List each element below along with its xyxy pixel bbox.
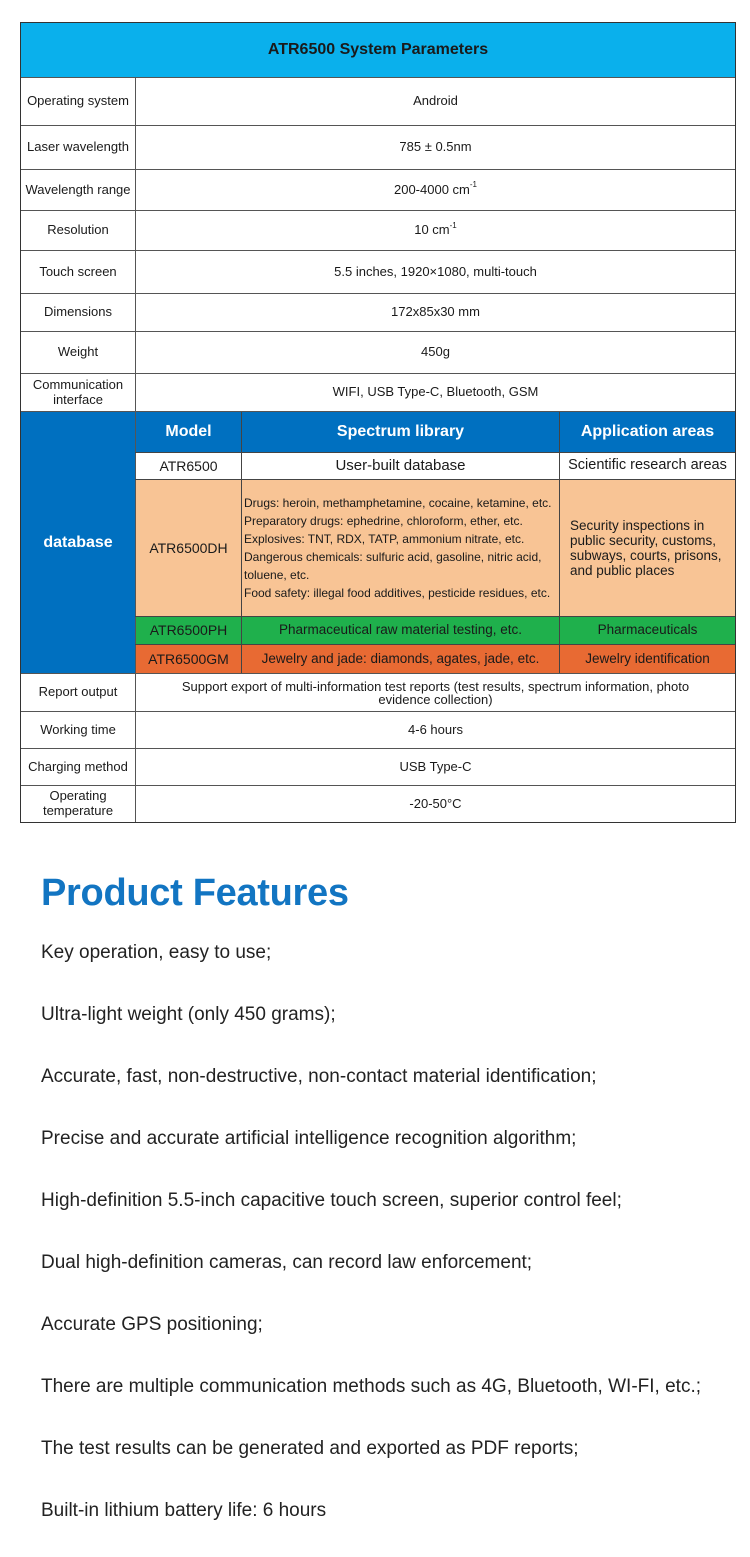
feature-item: Accurate GPS positioning;	[41, 1314, 263, 1335]
feature-item: Precise and accurate artificial intelligence recognition algorithm;	[41, 1128, 577, 1149]
value-laser-wavelength: 785 ± 0.5nm	[399, 139, 472, 155]
label-laser-wavelength: Laser wavelength	[27, 139, 129, 155]
db-divider	[135, 479, 735, 480]
label-wavelength-range: Wavelength range	[25, 181, 131, 197]
db-header-model: Model	[136, 412, 241, 452]
db-header-application-areas: Application areas	[560, 412, 735, 452]
feature-item: Dual high-definition cameras, can record law enforcement;	[41, 1252, 533, 1273]
library-line: toluene, etc.	[244, 568, 310, 582]
label-operating-temperature: Operating temperature	[42, 788, 114, 818]
feature-item: There are multiple communication methods such as 4G, Bluetooth, WI-FI, etc.;	[41, 1376, 701, 1397]
db-areas-atr6500ph: Pharmaceuticals	[560, 617, 735, 644]
value-operating-system: Android	[413, 93, 458, 109]
db-header-spectrum-library: Spectrum library	[242, 412, 559, 452]
db-library-atr6500: User-built database	[242, 453, 559, 479]
db-model-atr6500: ATR6500	[136, 453, 241, 479]
library-line: Explosives: TNT, RDX, TATP, ammonium nitrate, etc.	[244, 532, 525, 546]
value-charging-method: USB Type-C	[399, 758, 472, 774]
library-line: Food safety: illegal food additives, pesticide residues, etc.	[244, 586, 551, 600]
spec-table-title: ATR6500 System Parameters	[21, 23, 735, 78]
label-report-output: Report output	[38, 684, 118, 700]
library-line: Dangerous chemicals: sulfuric acid, gasoline, nitric acid,	[244, 550, 542, 564]
library-line: Drugs: heroin, methamphetamine, cocaine, ketamine, etc.	[244, 496, 552, 510]
db-areas-atr6500dh: Security inspections in public security, customs, subways, courts, prisons, and public places	[560, 480, 735, 616]
db-library-atr6500gm: Jewelry and jade: diamonds, agates, jade, etc.	[242, 645, 559, 673]
features-heading: Product Features	[41, 872, 349, 914]
db-divider	[135, 616, 735, 617]
value-weight: 450g	[421, 344, 450, 360]
db-areas-atr6500: Scientific research areas	[560, 453, 735, 479]
db-library-atr6500ph: Pharmaceutical raw material testing, etc.	[242, 617, 559, 644]
spec-table	[20, 22, 736, 823]
label-working-time: Working time	[40, 721, 116, 737]
db-areas-atr6500gm: Jewelry identification	[560, 645, 735, 673]
feature-item: Ultra-light weight (only 450 grams);	[41, 1004, 336, 1025]
value-operating-temperature: -20-50°C	[409, 795, 462, 811]
label-dimensions: Dimensions	[44, 304, 112, 320]
value-touch-screen: 5.5 inches, 1920×1080, multi-touch	[334, 263, 537, 279]
feature-item: High-definition 5.5-inch capacitive touch screen, superior control feel;	[41, 1190, 622, 1211]
feature-item: Accurate, fast, non-destructive, non-contact material identification;	[41, 1066, 597, 1087]
value-communication-interface: WIFI, USB Type-C, Bluetooth, GSM	[332, 384, 539, 400]
db-model-atr6500gm: ATR6500GM	[136, 645, 241, 673]
value-report-output: Support export of multi-information test reports (test results, spectrum information, photo evidence collection)	[181, 678, 690, 707]
db-library-atr6500dh	[242, 480, 559, 616]
feature-item: Built-in lithium battery life: 6 hours	[41, 1500, 327, 1521]
label-weight: Weight	[57, 344, 99, 360]
db-divider	[135, 644, 735, 645]
library-line: Preparatory drugs: ephedrine, chloroform, ether, etc.	[244, 514, 523, 528]
label-touch-screen: Touch screen	[39, 263, 117, 279]
label-operating-system: Operating system	[27, 93, 129, 109]
label-communication-interface: Communication interface	[32, 376, 124, 407]
db-divider	[135, 452, 735, 453]
feature-item: The test results can be generated and exported as PDF reports;	[41, 1438, 579, 1459]
db-model-atr6500ph: ATR6500PH	[136, 617, 241, 644]
feature-item: Key operation, easy to use;	[41, 942, 272, 963]
value-working-time: 4-6 hours	[408, 721, 463, 737]
label-resolution: Resolution	[47, 222, 109, 238]
value-wavelength-range: 200-4000 cm $^{-1}$	[393, 180, 477, 197]
database-label: database	[21, 412, 135, 673]
value-dimensions: 172x85x30 mm	[391, 304, 480, 320]
db-model-atr6500dh: ATR6500DH	[136, 480, 241, 616]
label-charging-method: Charging method	[28, 758, 128, 774]
value-resolution: 10 cm $^{-1}$	[414, 221, 457, 238]
